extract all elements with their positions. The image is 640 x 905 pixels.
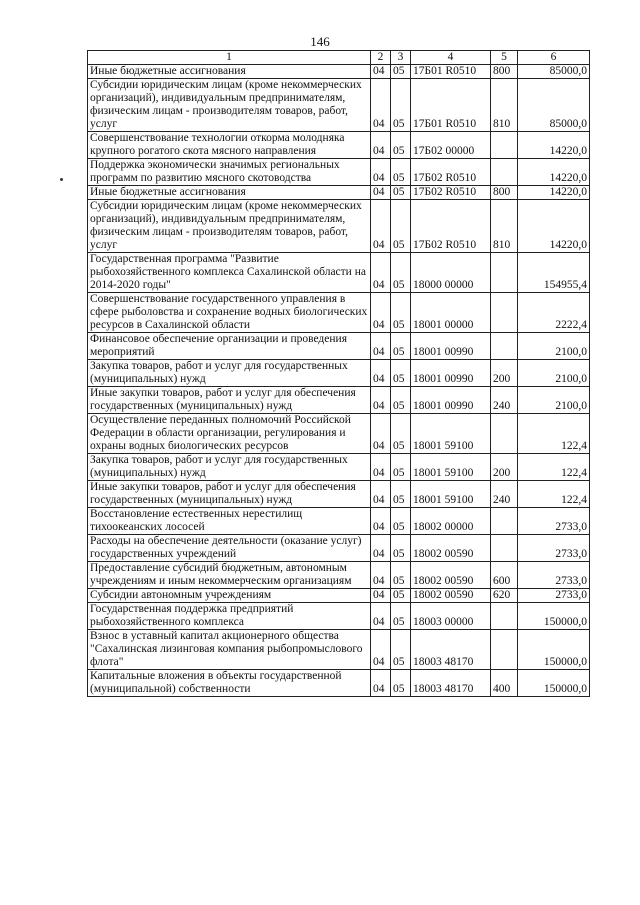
- header-col-4: 4: [411, 51, 491, 65]
- cell-pr: 05: [391, 360, 411, 387]
- cell-pr: 05: [391, 481, 411, 508]
- cell-name: Государственная поддержка предприятий рыбохозяйственного комплекса: [88, 603, 371, 630]
- cell-sum: 150000,0: [518, 630, 590, 670]
- cell-csr: 17Б01 R0510: [411, 65, 491, 79]
- page-number: 146: [310, 34, 330, 49]
- cell-name: Предоставление субсидий бюджетным, автономным учреждениям и иным некоммерческим организациям: [88, 562, 371, 589]
- cell-vr: [491, 132, 518, 159]
- cell-csr: 18002 00590: [411, 562, 491, 589]
- cell-sum: 2222,4: [518, 293, 590, 333]
- table-row: [88, 535, 590, 562]
- table-row: [88, 65, 590, 79]
- cell-sum: 2733,0: [518, 535, 590, 562]
- cell-rz: 04: [371, 132, 391, 159]
- cell-rz: 04: [371, 79, 391, 132]
- cell-pr: 05: [391, 79, 411, 132]
- cell-pr: 05: [391, 65, 411, 79]
- cell-csr: 18000 00000: [411, 253, 491, 293]
- cell-pr: 05: [391, 132, 411, 159]
- cell-name: Капитальные вложения в объекты государственной (муниципальной) собственности: [88, 670, 371, 697]
- cell-vr: 810: [491, 200, 518, 253]
- cell-name: Закупка товаров, работ и услуг для государственных (муниципальных) нужд: [88, 454, 371, 481]
- cell-csr: 18002 00000: [411, 508, 491, 535]
- cell-csr: 18001 59100: [411, 414, 491, 454]
- table-row: [88, 630, 590, 670]
- table-row: [88, 414, 590, 454]
- cell-sum: 122,4: [518, 454, 590, 481]
- cell-vr: [491, 414, 518, 454]
- header-col-6: 6: [518, 51, 590, 65]
- cell-pr: 05: [391, 630, 411, 670]
- cell-rz: 04: [371, 360, 391, 387]
- cell-rz: 04: [371, 333, 391, 360]
- cell-vr: 600: [491, 562, 518, 589]
- cell-name: Субсидии автономным учреждениям: [88, 589, 371, 603]
- cell-name: Иные закупки товаров, работ и услуг для обеспечения государственных (муниципальных) нужд: [88, 481, 371, 508]
- cell-pr: 05: [391, 200, 411, 253]
- cell-sum: 154955,4: [518, 253, 590, 293]
- cell-sum: 2100,0: [518, 387, 590, 414]
- cell-sum: 150000,0: [518, 603, 590, 630]
- cell-rz: 04: [371, 454, 391, 481]
- cell-name: Иные бюджетные ассигнования: [88, 65, 371, 79]
- cell-csr: 17Б02 00000: [411, 132, 491, 159]
- cell-pr: 05: [391, 535, 411, 562]
- cell-csr: 17Б02 R0510: [411, 159, 491, 186]
- cell-name: Совершенствование технологии откорма молодняка крупного рогатого скота мясного направления: [88, 132, 371, 159]
- cell-vr: [491, 293, 518, 333]
- header-col-1: 1: [88, 51, 371, 65]
- cell-pr: 05: [391, 186, 411, 200]
- cell-pr: 05: [391, 670, 411, 697]
- cell-pr: 05: [391, 414, 411, 454]
- cell-name: Финансовое обеспечение организации и проведения мероприятий: [88, 333, 371, 360]
- table-row: [88, 589, 590, 603]
- table-row: [88, 670, 590, 697]
- cell-name: Восстановление естественных нерестилищ тихоокеанских лососей: [88, 508, 371, 535]
- cell-rz: 04: [371, 293, 391, 333]
- cell-pr: 05: [391, 253, 411, 293]
- cell-rz: 04: [371, 481, 391, 508]
- cell-rz: 04: [371, 65, 391, 79]
- cell-vr: 620: [491, 589, 518, 603]
- cell-sum: 122,4: [518, 481, 590, 508]
- cell-name: Расходы на обеспечение деятельности (оказание услуг) государственных учреждений: [88, 535, 371, 562]
- cell-csr: 18001 00990: [411, 387, 491, 414]
- cell-sum: 2733,0: [518, 508, 590, 535]
- cell-vr: 200: [491, 360, 518, 387]
- cell-name: Взнос в уставный капитал акционерного общества "Сахалинская лизинговая компания рыбопромыслового флота": [88, 630, 371, 670]
- cell-name: Иные закупки товаров, работ и услуг для обеспечения государственных (муниципальных) нужд: [88, 387, 371, 414]
- cell-rz: 04: [371, 200, 391, 253]
- cell-vr: [491, 535, 518, 562]
- cell-sum: 14220,0: [518, 159, 590, 186]
- cell-csr: 18003 48170: [411, 670, 491, 697]
- table-row: [88, 360, 590, 387]
- cell-name: Государственная программа "Развитие рыбохозяйственного комплекса Сахалинской области на 2014-2020 годы": [88, 253, 371, 293]
- cell-sum: 2100,0: [518, 360, 590, 387]
- cell-vr: [491, 508, 518, 535]
- cell-vr: [491, 333, 518, 360]
- cell-rz: 04: [371, 387, 391, 414]
- table-row: [88, 333, 590, 360]
- cell-rz: 04: [371, 535, 391, 562]
- cell-rz: 04: [371, 670, 391, 697]
- cell-vr: [491, 253, 518, 293]
- cell-csr: 18001 00990: [411, 333, 491, 360]
- cell-sum: 2100,0: [518, 333, 590, 360]
- budget-table: [87, 50, 590, 697]
- cell-vr: [491, 630, 518, 670]
- cell-sum: 85000,0: [518, 79, 590, 132]
- cell-pr: 05: [391, 454, 411, 481]
- cell-name: Закупка товаров, работ и услуг для государственных (муниципальных) нужд: [88, 360, 371, 387]
- cell-rz: 04: [371, 508, 391, 535]
- cell-rz: 04: [371, 589, 391, 603]
- table-header-row: [88, 51, 590, 65]
- cell-rz: 04: [371, 603, 391, 630]
- cell-vr: 240: [491, 481, 518, 508]
- table-row: [88, 186, 590, 200]
- cell-csr: 18001 59100: [411, 481, 491, 508]
- table-row: [88, 454, 590, 481]
- table-row: [88, 481, 590, 508]
- cell-vr: 200: [491, 454, 518, 481]
- cell-pr: 05: [391, 508, 411, 535]
- header-col-5: 5: [491, 51, 518, 65]
- cell-name: Субсидии юридическим лицам (кроме некоммерческих организаций), индивидуальным предпринимателям, физическим лицам - производителям товаров, работ, услуг: [88, 79, 371, 132]
- cell-csr: 18001 59100: [411, 454, 491, 481]
- cell-rz: 04: [371, 253, 391, 293]
- cell-csr: 18001 00000: [411, 293, 491, 333]
- cell-rz: 04: [371, 562, 391, 589]
- cell-name: Иные бюджетные ассигнования: [88, 186, 371, 200]
- table-row: [88, 603, 590, 630]
- cell-rz: 04: [371, 414, 391, 454]
- cell-csr: 18002 00590: [411, 589, 491, 603]
- table-row: [88, 159, 590, 186]
- cell-pr: 05: [391, 159, 411, 186]
- cell-sum: 122,4: [518, 414, 590, 454]
- cell-sum: 14220,0: [518, 132, 590, 159]
- cell-pr: 05: [391, 603, 411, 630]
- cell-sum: 14220,0: [518, 186, 590, 200]
- cell-vr: 800: [491, 186, 518, 200]
- cell-rz: 04: [371, 630, 391, 670]
- cell-name: Осуществление переданных полномочий Российской Федерации в области организации, регулирования и охраны водных биологических ресурсов: [88, 414, 371, 454]
- table-row: [88, 79, 590, 132]
- stray-mark: [60, 178, 63, 181]
- cell-csr: 18003 48170: [411, 630, 491, 670]
- cell-sum: 85000,0: [518, 65, 590, 79]
- cell-vr: 240: [491, 387, 518, 414]
- cell-csr: 17Б01 R0510: [411, 79, 491, 132]
- cell-csr: 18003 00000: [411, 603, 491, 630]
- cell-name: Поддержка экономически значимых региональных программ по развитию мясного скотоводства: [88, 159, 371, 186]
- cell-rz: 04: [371, 159, 391, 186]
- cell-sum: 2733,0: [518, 562, 590, 589]
- cell-csr: 17Б02 R0510: [411, 200, 491, 253]
- cell-name: Субсидии юридическим лицам (кроме некоммерческих организаций), индивидуальным предпринимателям, физическим лицам - производителям товаров, работ, услуг: [88, 200, 371, 253]
- cell-pr: 05: [391, 562, 411, 589]
- cell-vr: 400: [491, 670, 518, 697]
- table-row: [88, 132, 590, 159]
- cell-pr: 05: [391, 333, 411, 360]
- header-col-3: 3: [391, 51, 411, 65]
- cell-rz: 04: [371, 186, 391, 200]
- cell-csr: 18001 00990: [411, 360, 491, 387]
- table-row: [88, 387, 590, 414]
- table-row: [88, 293, 590, 333]
- cell-pr: 05: [391, 293, 411, 333]
- cell-vr: [491, 159, 518, 186]
- table-row: [88, 200, 590, 253]
- cell-name: Совершенствование государственного управления в сфере рыболовства и сохранение водных биологических ресурсов в Сахалинской области: [88, 293, 371, 333]
- table-row: [88, 508, 590, 535]
- cell-vr: 810: [491, 79, 518, 132]
- cell-csr: 18002 00590: [411, 535, 491, 562]
- cell-pr: 05: [391, 589, 411, 603]
- cell-vr: [491, 603, 518, 630]
- header-col-2: 2: [371, 51, 391, 65]
- cell-csr: 17Б02 R0510: [411, 186, 491, 200]
- cell-pr: 05: [391, 387, 411, 414]
- table-row: [88, 562, 590, 589]
- cell-sum: 14220,0: [518, 200, 590, 253]
- table-row: [88, 253, 590, 293]
- cell-sum: 150000,0: [518, 670, 590, 697]
- cell-sum: 2733,0: [518, 589, 590, 603]
- cell-vr: 800: [491, 65, 518, 79]
